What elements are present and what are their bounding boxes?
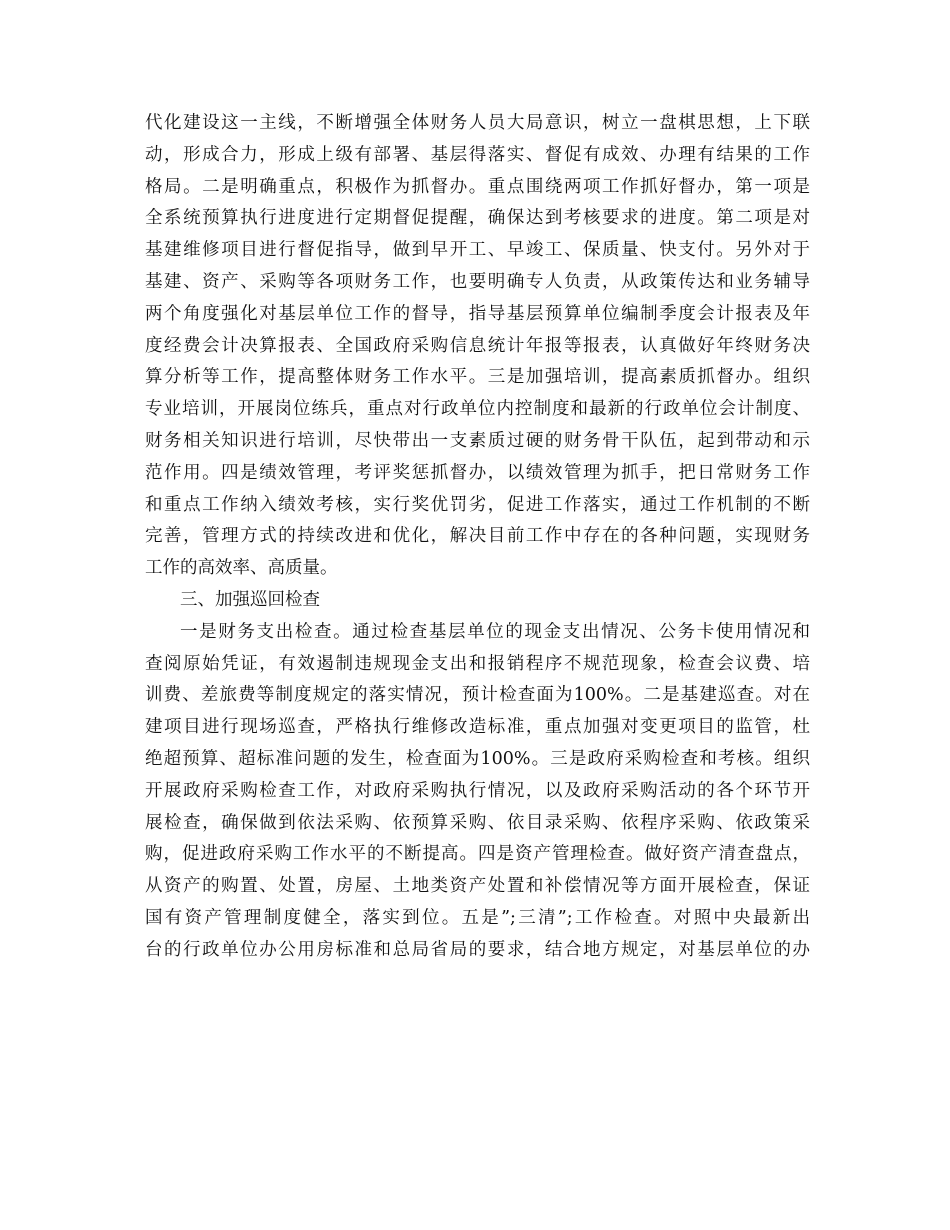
- text-line: 台的行政单位办公用房标准和总局省局的要求，结合地方规定，对基层单位的办: [145, 939, 810, 960]
- text-line: 格局。二是明确重点，积极作为抓督办。重点围绕两项工作抓好督办，第一项是: [145, 176, 810, 197]
- text-line: 购，促进政府采购工作水平的不断提高。四是资产管理检查。做好资产清查盘点，: [145, 844, 810, 865]
- text-line: 建项目进行现场巡查，严格执行维修改造标准，重点加强对变更项目的监管，杜: [145, 717, 810, 738]
- text-line: 训费、差旅费等制度规定的落实情况，预计检查面为100%。二是基建巡查。对在: [145, 685, 810, 706]
- document-body: [145, 108, 810, 967]
- section-heading: 三、加强巡回检查: [180, 589, 320, 610]
- text-line: 基建、资产、采购等各项财务工作，也要明确专人负责，从政策传达和业务辅导: [145, 271, 810, 292]
- text-line: 财务相关知识进行培训，尽快带出一支素质过硬的财务骨干队伍，起到带动和示: [145, 430, 810, 451]
- text-line: 代化建设这一主线，不断增强全体财务人员大局意识，树立一盘棋思想，上下联: [145, 113, 810, 133]
- text-line: 查阅原始凭证，有效遏制违规现金支出和报销程序不规范现象，检查会议费、培: [145, 653, 810, 674]
- text-line: 和重点工作纳入绩效考核，实行奖优罚劣，促进工作落实，通过工作机制的不断: [145, 494, 810, 515]
- text-line: 绝超预算、超标准问题的发生，检查面为100%。三是政府采购检查和考核。组织: [145, 748, 810, 769]
- paragraph-end-line: 工作的高效率、高质量。: [145, 558, 338, 579]
- text-line: 基建维修项目进行督促指导，做到早开工、早竣工、保质量、快支付。另外对于: [145, 240, 810, 261]
- text-line: 全系统预算执行进度进行定期督促提醒，确保达到考核要求的进度。第二项是对: [145, 208, 810, 229]
- text-line: 开展政府采购检查工作，对政府采购执行情况，以及政府采购活动的各个环节开: [145, 780, 810, 801]
- text-line: 动，形成合力，形成上级有部署、基层得落实、督促有成效、办理有结果的工作: [145, 144, 810, 165]
- text-line: 国有资产管理制度健全，落实到位。五是”;三清”;工作检查。对照中央最新出: [145, 907, 810, 928]
- text-line: 一是财务支出检查。通过检查基层单位的现金支出情况、公务卡使用情况和: [180, 621, 810, 642]
- text-line: 从资产的购置、处置，房屋、土地类资产处置和补偿情况等方面开展检查，保证: [145, 876, 810, 897]
- text-line: 算分析等工作，提高整体财务工作水平。三是加强培训，提高素质抓督办。组织: [145, 367, 810, 388]
- text-line: 两个角度强化对基层单位工作的督导，指导基层预算单位编制季度会计报表及年: [145, 303, 810, 324]
- text-line: 完善，管理方式的持续改进和优化，解决目前工作中存在的各种问题，实现财务: [145, 526, 810, 547]
- text-line: 展检查，确保做到依法采购、依预算采购、依目录采购、依程序采购、依政策采: [145, 812, 810, 833]
- text-line: 度经费会计决算报表、全国政府采购信息统计年报等报表，认真做好年终财务决: [145, 335, 810, 356]
- text-line: 专业培训，开展岗位练兵，重点对行政单位内控制度和最新的行政单位会计制度、: [145, 399, 810, 420]
- text-line: 范作用。四是绩效管理，考评奖惩抓督办，以绩效管理为抓手，把日常财务工作: [145, 462, 810, 483]
